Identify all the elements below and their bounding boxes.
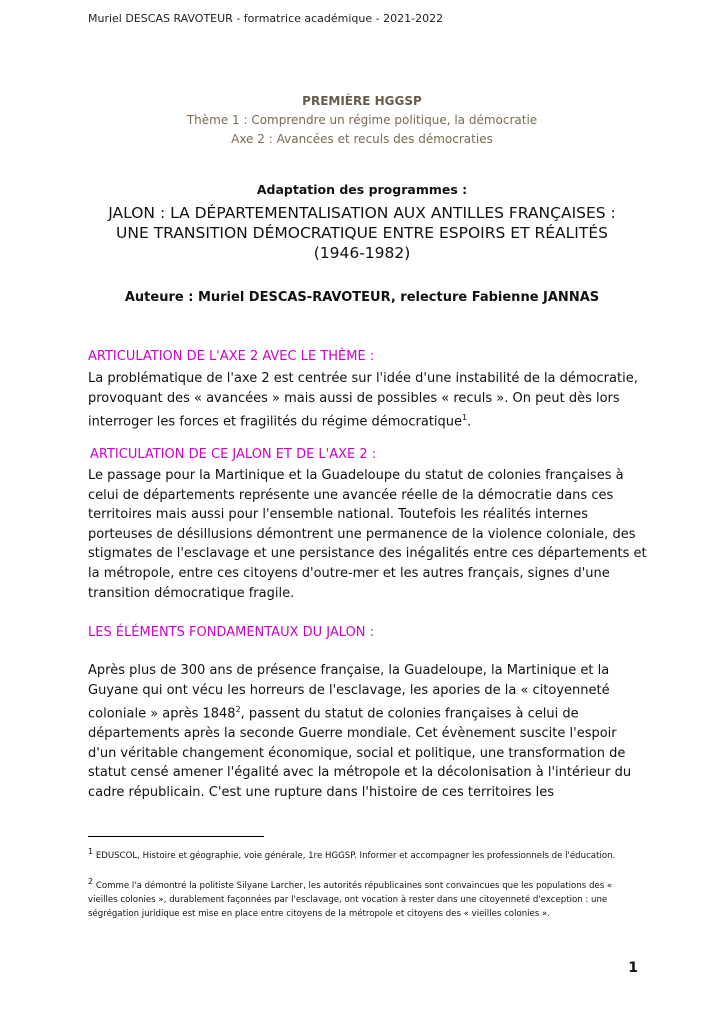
adaptation-heading: Adaptation des programmes : (256, 182, 468, 197)
footnote-text: EDUSCOL, Histoire et géographie, voie générale, 1re HGGSP. Informer et accompagner les professionnels de l'éducation. (93, 850, 616, 861)
footnote-number: 2 (88, 877, 94, 886)
footnote-text: Comme l'a démontré la politiste Silyane Larcher, les autorités républicaines sont convaincues que les populations des « vieilles colonies », durablement façonnées par l'esclavage, ont vocation à rester dans une citoyenneté d'exception : une ségrégation juridique est mise en place entre citoyens de la métropole et citoyens des « vieilles colonies ». (88, 880, 613, 919)
author-line: Auteure : Muriel DESCAS-RAVOTEUR, relecture Fabienne JANNAS (124, 290, 600, 305)
page-header: Muriel DESCAS RAVOTEUR - formatrice académique - 2021-2022 (88, 12, 444, 25)
paragraph-text: Après plus de 300 ans de présence française, la Guadeloupe, la Martinique et la Guyane qui ont vécu les horreurs de l'esclavage, les apories de la « citoyenneté coloniale » après 1848 (88, 663, 610, 722)
jalon-title-line: UNE TRANSITION DÉMOCRATIQUE ENTRE ESPOIRS ET RÉALITÉS (116, 224, 608, 242)
paragraph-text: , passent du statut de colonies françaises à celui de départements après la seconde Guerre mondiale. Cet évènement suscite l'espoir d'un véritable changement économique, social et politique, une transformation de statut censé amener l'égalité avec la métropole et la décolonisation à l'intérieur du cadre républicain. C'est une rupture dans l'histoire de ces territoires les (88, 706, 632, 800)
level-title: PREMIÈRE HGGSP (302, 94, 422, 108)
theme-title: Thème 1 : Comprendre un régime politique, la démocratie (186, 113, 538, 127)
paragraph-end: . (467, 414, 472, 430)
axis-title: Axe 2 : Avancées et reculs des démocraties (231, 132, 493, 146)
paragraph-text: La problématique de l'axe 2 est centrée sur l'idée d'une instabilité de la démocratie, provoquant des « avancées » mais aussi de possibles « reculs ». On peut dès lors interroger les forces et fragilités du régime démocratique (88, 371, 638, 430)
footnote (88, 845, 636, 863)
jalon-title-line: JALON : LA DÉPARTEMENTALISATION AUX ANTILLES FRANÇAISES : (108, 204, 616, 222)
page-number: 1 (628, 960, 638, 976)
footnote-ref: 2 (235, 705, 241, 715)
footnote-ref: 1 (462, 413, 468, 423)
footnote-number: 1 (88, 847, 94, 856)
section-title: ARTICULATION DE L'AXE 2 AVEC LE THÈME : (88, 349, 375, 364)
jalon-title-line: (1946-1982) (313, 244, 411, 262)
footnote (88, 875, 636, 921)
section-paragraph: Le passage pour la Martinique et la Guadeloupe du statut de colonies françaises à celui de départements représente une avancée réelle de la démocratie dans ces territoires mais aussi pour l'ensemble national. Toutefois les réalités internes porteuses de désillusions démontrent une permanence de la violence coloniale, des stigmates de l'esclavage et une persistance des inégalités entre ces départements et la métropole, entre ces citoyens d'outre-mer et les autres français, signes d'une transition démocratique fragile. (88, 468, 647, 601)
footnote-separator (88, 836, 264, 837)
title-block (0, 92, 724, 149)
section-title: ARTICULATION DE CE JALON ET DE L'AXE 2 : (90, 447, 377, 462)
section-title: LES ÉLÉMENTS FONDAMENTAUX DU JALON : (88, 625, 375, 640)
section-paragraph (88, 661, 648, 802)
jalon-title (0, 203, 724, 263)
section-paragraph (88, 369, 648, 432)
